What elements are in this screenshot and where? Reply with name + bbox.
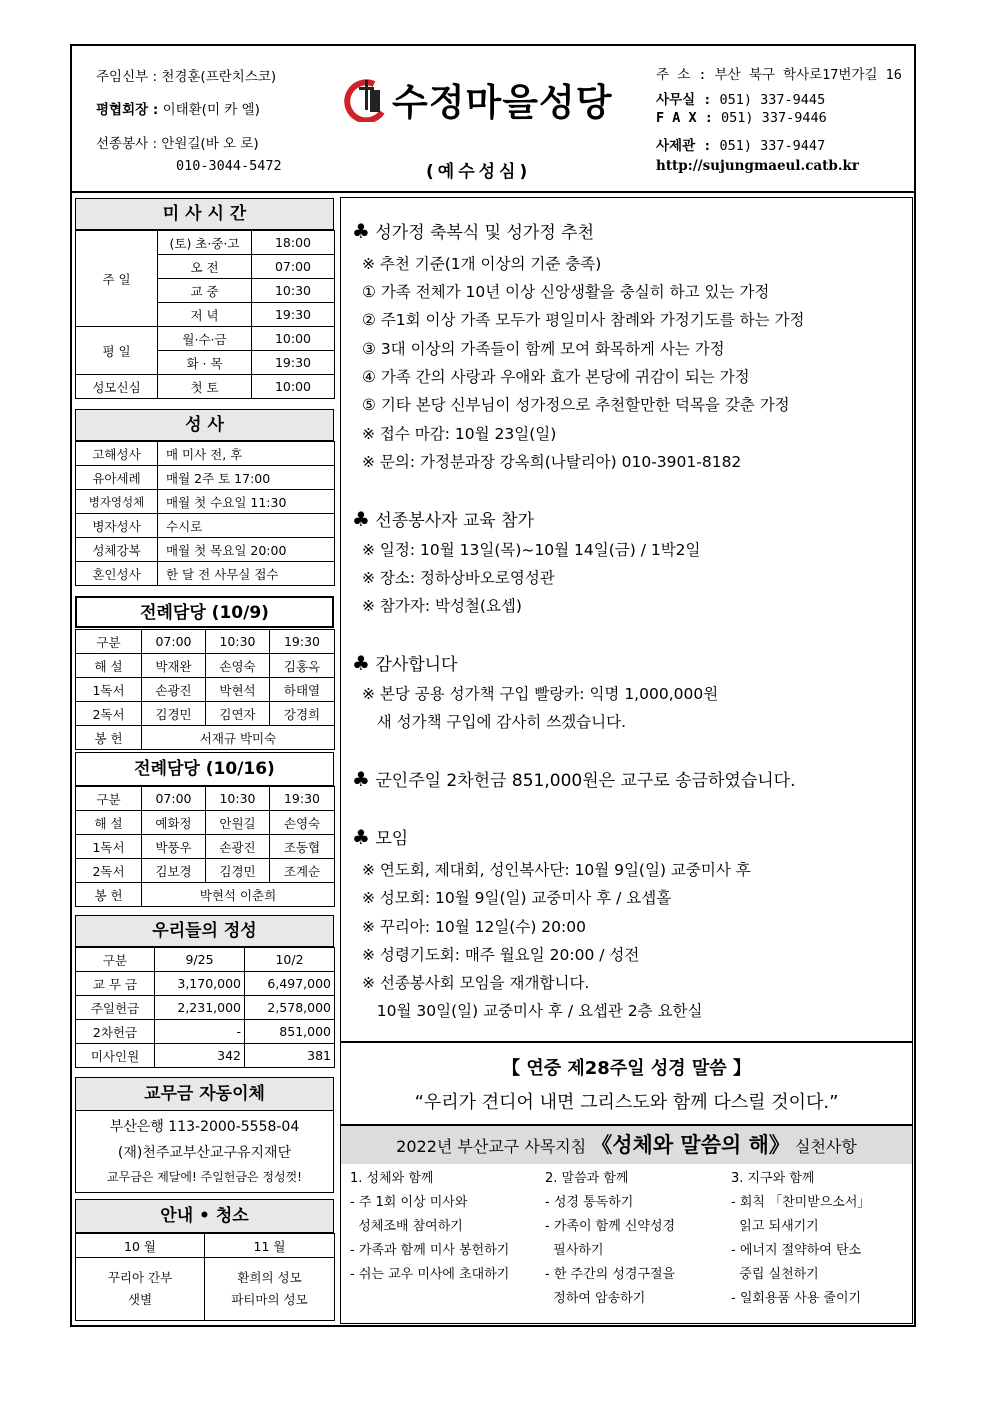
- list-item: ※ 문의: 가정분과장 강옥희(나탈리아) 010-3901-8182: [362, 453, 742, 471]
- list-item: ※ 연도회, 제대회, 성인복사단: 10월 9일(일) 교중미사 후: [362, 861, 751, 879]
- list-item: 10월 30일(일) 교중미사 후 / 요셉관 2층 요한실: [362, 1002, 703, 1020]
- pastoral-column-eucharist: 1. 성체와 함께 - 주 1회 이상 미사와 성체조배 참여하기 - 가족과 함께 미사 봉헌하기 - 쉬는 교우 미사에 초대하기: [350, 1171, 510, 1282]
- list-item: 새 성가책 구입에 감사히 쓰겠습니다.: [362, 713, 627, 731]
- sacraments-table: [75, 441, 335, 586]
- table-row: 병자영성체 매월 첫 수요일 11:30: [76, 490, 335, 514]
- table-row: 1독서 손광진 박현석 하태열: [76, 678, 335, 702]
- church-name-title: 수정마을성당: [392, 81, 613, 124]
- notice-title-thanks: ♣ 감사합니다: [352, 651, 458, 675]
- bible-separator: [341, 1041, 912, 1043]
- list-item: ② 주1회 이상 가족 모두가 평일미사 참례와 가정기도를 하는 가정: [362, 311, 805, 329]
- list-item: ⑤ 기타 본당 신부님이 성가정으로 추천할만한 덕목을 갖춘 가정: [362, 396, 790, 414]
- notice-title-holy-family: ♣ 성가정 축복식 및 성가정 추천: [352, 219, 595, 243]
- liturgy-table-1009: 구분 07:00 10:30 19:30 해 설 박재완 손영숙 김홍옥 1독서 손광진 박현석 하태열 2독서 김경민 김연자 강경희 봉 헌 서재규 박미숙: [75, 629, 335, 750]
- table-row: 유아세례 매월 2주 토 17:00: [76, 466, 335, 490]
- club-icon: ♣: [352, 507, 370, 531]
- table-row: 고해성사 매 미사 전, 후: [76, 442, 335, 466]
- offerings-title: 우리들의 정성: [75, 915, 334, 947]
- council-president-info: 평협회장 : 이태환(미 카 엘): [96, 102, 260, 118]
- offerings-table: 구분 9/25 10/2 교 무 금 3,170,000 6,497,000 주일헌금 2,231,000 2,578,000 2차헌금 - 851,000 미사인원 342 381: [75, 947, 335, 1068]
- list-item: ※ 선종봉사회 모임을 재개합니다.: [362, 974, 590, 992]
- pastor-info: 주임신부 : 천경훈(프란치스코): [96, 69, 277, 85]
- cleaning-title: 안내 • 청소: [75, 1199, 334, 1233]
- list-item: ① 가족 전체가 10년 이상 신앙생활을 충실히 하고 있는 가정: [362, 283, 770, 301]
- list-item: ※ 추천 기준(1개 이상의 기준 충족): [362, 255, 602, 273]
- pastoral-guideline-banner: 2022년 부산교구 사목지침 《성체와 말씀의 해》 실천사항: [341, 1126, 912, 1164]
- table-row: 해 설 박재완 손영숙 김홍옥: [76, 654, 335, 678]
- table-row: 봉 헌 서재규 박미숙: [76, 726, 335, 750]
- table-row: 주일헌금 2,231,000 2,578,000: [76, 996, 335, 1020]
- sacraments-title: 성 사: [75, 409, 334, 441]
- club-icon: ♣: [352, 219, 370, 243]
- table-row: 미사인원 342 381: [76, 1044, 335, 1068]
- notice-title-funeral-training: ♣ 선종봉사자 교육 참가: [352, 507, 534, 531]
- list-item: ③ 3대 이상의 가족들이 함께 모여 화목하게 사는 가정: [362, 340, 725, 358]
- bible-verse: “우리가 견디어 내면 그리스도와 함께 다스릴 것이다.”: [414, 1092, 839, 1113]
- table-row: 1독서 박풍우 손광진 조동협: [76, 835, 335, 859]
- liturgy-table-1016: 구분 07:00 10:30 19:30 해 설 예화정 안원길 손영숙 1독서 박풍우 손광진 조동협 2독서 김보경 김경민 조계순 봉 헌 박현석 이춘희: [75, 786, 335, 907]
- table-row: 2독서 김경민 김연자 강경희: [76, 702, 335, 726]
- club-icon: ♣: [352, 767, 370, 791]
- table-row: 성체강복 매월 첫 목요일 20:00: [76, 538, 335, 562]
- list-item: ※ 성령기도회: 매주 월요일 20:00 / 성전: [362, 946, 640, 964]
- table-row: 봉 헌 박현석 이춘희: [76, 883, 335, 907]
- liturgy-title-1009: 전례담당 (10/9): [75, 596, 334, 628]
- list-item: ※ 일정: 10월 13일(목)~10월 14일(금) / 1박2일: [362, 541, 701, 559]
- church-subtitle: (예수성심): [426, 162, 532, 182]
- header-separator: [70, 191, 916, 193]
- notice-title-meetings: ♣ 모임: [352, 825, 409, 849]
- table-row: 혼인성사 한 달 전 사무실 접수: [76, 562, 335, 586]
- table-row: 2차헌금 - 851,000: [76, 1020, 335, 1044]
- list-item: ④ 가족 간의 사랑과 우애와 효가 본당에 귀감이 되는 가정: [362, 368, 750, 386]
- list-item: ※ 참가자: 박성철(요셉): [362, 597, 522, 615]
- table-row: 병자성사 수시로: [76, 514, 335, 538]
- club-icon: ♣: [352, 651, 370, 675]
- office-phone: 사무실 : 051) 337-9445: [656, 92, 826, 108]
- auto-transfer-box: 부산은행 113-2000-5558-04 (재)천주교부산교구유지재단 교무금은 제달에! 주일헌금은 정성껏!: [75, 1110, 334, 1193]
- list-item: ※ 접수 마감: 10월 23일(일): [362, 425, 557, 443]
- pastoral-column-word: 2. 말씀과 함께 - 성경 통독하기 - 가족이 함께 신약성경 필사하기 - 한 주간의 성경구절을 정하여 암송하기: [545, 1171, 676, 1306]
- list-item: ※ 꾸리아: 10월 12일(수) 20:00: [362, 918, 586, 936]
- church-logo-icon: [344, 76, 390, 122]
- list-item: ※ 성모회: 10월 9일(일) 교중미사 후 / 요셉홀: [362, 889, 672, 907]
- bible-title: 【 연중 제28주일 성경 말씀 】: [502, 1058, 751, 1079]
- table-row: 해 설 예화정 안원길 손영숙: [76, 811, 335, 835]
- list-item: ※ 본당 공용 성가책 구입 빨랑카: 익명 1,000,000원: [362, 685, 719, 703]
- table-row: 교 무 금 3,170,000 6,497,000: [76, 972, 335, 996]
- cleaning-table: 10 월 11 월 꾸리아 간부 샛별 환희의 성모 파티마의 성모: [75, 1233, 335, 1321]
- notice-title-military-sunday: ♣ 군인주일 2차헌금 851,000원은 교구로 송금하였습니다.: [352, 767, 796, 791]
- list-item: ※ 장소: 정하상바오로영성관: [362, 569, 555, 587]
- mass-times-title: 미 사 시 간: [75, 198, 334, 230]
- funeral-service-info: 선종봉사 : 안원길(바 오 로): [96, 136, 259, 152]
- website-link[interactable]: http://sujungmaeul.catb.kr: [656, 158, 860, 174]
- address-info: 주 소 : 부산 북구 학사로17번가길 16: [656, 67, 902, 83]
- fax-number: F A X : 051) 337-9446: [656, 110, 827, 126]
- mass-times-table: 주 일 (토) 초·중·고 18:00 오 전 07:00 교 중 10:30 저 녁 19:30 평 일 월·수·금 10:00 화 · 목 19:30 성모신심 첫 토 10:00: [75, 230, 335, 399]
- rectory-phone: 사제관 : 051) 337-9447: [656, 138, 826, 154]
- table-row: 2독서 김보경 김경민 조계순: [76, 859, 335, 883]
- pastoral-column-earth: 3. 지구와 함께 - 회칙 「찬미받으소서」 읽고 되새기기 - 에너지 절약하여 탄소 중립 실천하기 - 일회용품 사용 줄이기: [731, 1171, 871, 1306]
- club-icon: ♣: [352, 825, 370, 849]
- contact-phone: 010-3044-5472: [176, 158, 282, 174]
- liturgy-title-1016: 전례담당 (10/16): [75, 752, 334, 786]
- auto-transfer-title: 교무금 자동이체: [75, 1077, 334, 1111]
